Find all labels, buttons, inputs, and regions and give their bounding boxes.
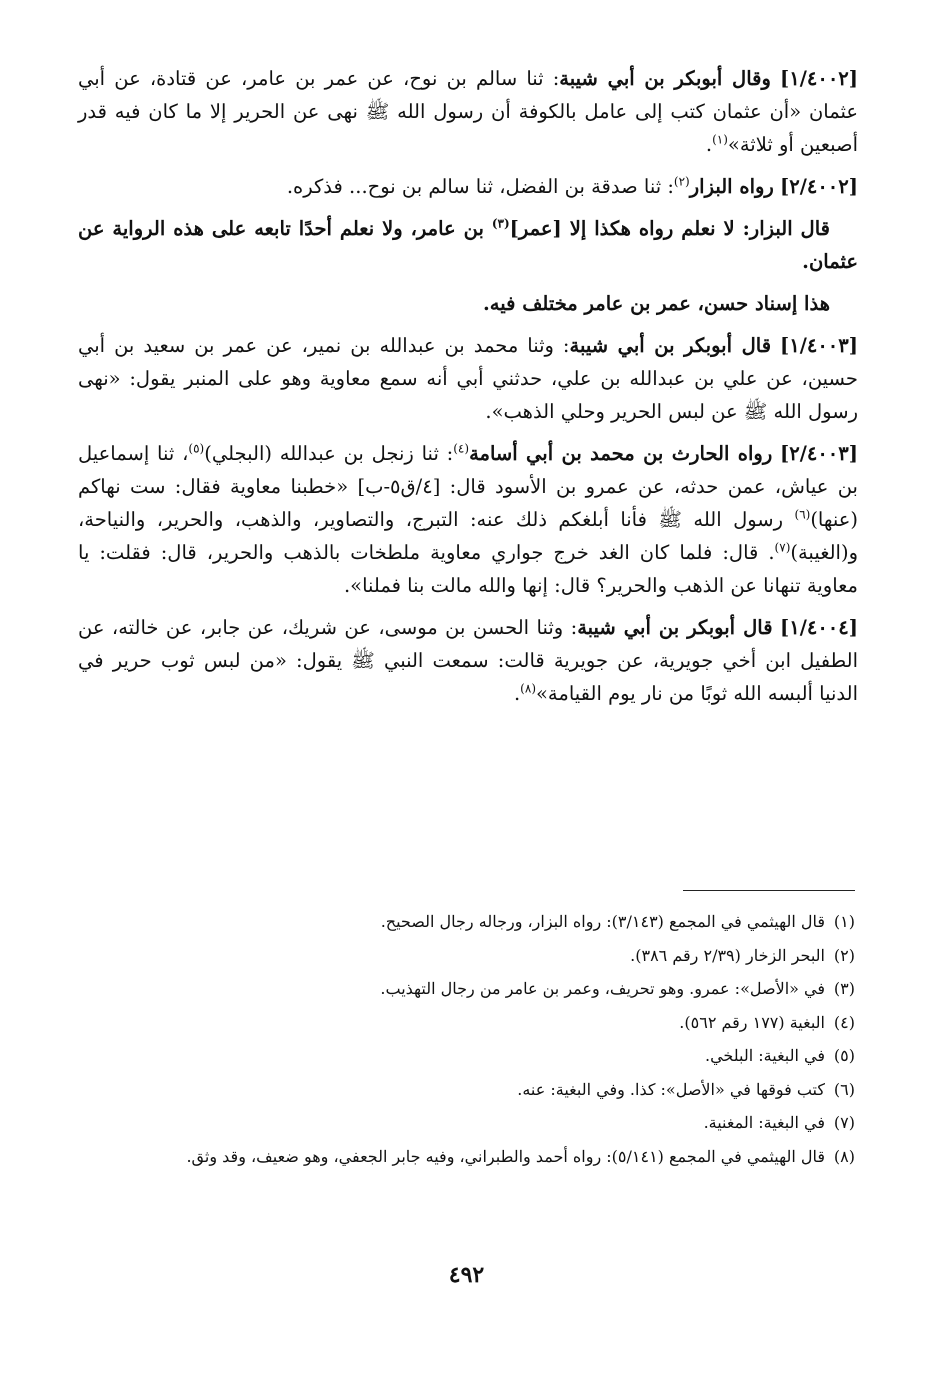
footnote-8 bbox=[75, 1143, 855, 1172]
footnote-marker: (٧) bbox=[774, 540, 791, 555]
page-number: ٤٩٢ bbox=[448, 1262, 485, 1288]
footnote-number: (٦) bbox=[833, 1079, 855, 1099]
hadith-text: رسول الله ﷺ فأنا أبلغكم ذلك عنه: التبرج، والتصاوير، والذهب، والحرير، والنياحة، و(الغيبة) bbox=[78, 508, 858, 564]
hadith-source: قال أبوبكر بن أبي شيبة bbox=[569, 334, 772, 357]
footnote-number: (١) bbox=[833, 912, 855, 931]
hadith-4004-1 bbox=[78, 611, 858, 710]
isnad-verdict bbox=[78, 287, 858, 320]
bazzar-comment bbox=[78, 212, 858, 278]
hadith-text: . قال: فلما كان الغد خرج جواري معاوية ملطخات بالذهب والحرير، قال: فقلت: يا معاوية تنهانا عن الذهب والحرير؟ قال: إنها والله مالت بنا فملنا». bbox=[78, 541, 858, 597]
footnote-3 bbox=[75, 975, 855, 1004]
hadith-source: رواه الحارث بن محمد بن أبي أسامة bbox=[469, 442, 773, 465]
hadith-4003-2 bbox=[78, 437, 858, 602]
hadith-4002-1 bbox=[78, 62, 858, 161]
footnote-number: (٤) bbox=[833, 1012, 855, 1032]
footnote-divider bbox=[683, 890, 855, 891]
footnote-marker: (٨) bbox=[520, 681, 536, 696]
footnote-number: (٨) bbox=[833, 1146, 855, 1166]
hadith-ref: [٢/٤٠٠٢] bbox=[780, 175, 858, 198]
footnote-text: البغية (١٧٧ رقم ٥٦٢). bbox=[679, 1012, 825, 1032]
footnote-marker: (٤) bbox=[453, 441, 470, 456]
hadith-ref: [١/٤٠٠٤] bbox=[780, 616, 858, 639]
footnote-text: في البغية: المغنية. bbox=[703, 1113, 825, 1132]
comment-text: بن عامر، ولا نعلم أحدًا تابعه على هذه الرواية عن عثمان. bbox=[78, 217, 858, 273]
footnote-text: كتب فوقها في «الأصل»: كذا. وفي البغية: عنه. bbox=[517, 1079, 825, 1099]
hadith-ref: [١/٤٠٠٢] bbox=[780, 67, 859, 90]
hadith-tail: . bbox=[513, 682, 521, 705]
hadith-source: رواه البزار bbox=[689, 175, 774, 198]
footnote-text: في البغية: البلخي. bbox=[704, 1046, 825, 1065]
footnote-7 bbox=[75, 1109, 855, 1138]
footnote-marker: (٦) bbox=[794, 507, 811, 522]
footnote-number: (٣) bbox=[833, 979, 855, 998]
hadith-4003-1 bbox=[78, 329, 858, 428]
hadith-text: : وثنا الحسن بن موسى، عن شريك، عن جابر، عن خالته، عن الطفيل ابن أخي جويرية، عن جويرية قالت: سمعت النبي ﷺ يقول: «من لبس ثوب حرير في الدنيا ألبسه الله ثوبًا من نار يوم القيامة» bbox=[78, 616, 858, 705]
footnote-2 bbox=[75, 942, 855, 971]
footnote-text: قال الهيثمي في المجمع (٣/١٤٣): رواه البزار، ورجاله رجال الصحيح. bbox=[380, 912, 825, 931]
footnote-text: قال الهيثمي في المجمع (٥/١٤١): رواه أحمد والطبراني، وفيه جابر الجعفي، وهو ضعيف، وقد وثق. bbox=[186, 1146, 825, 1166]
hadith-ref: [١/٤٠٠٣] bbox=[780, 334, 858, 357]
verdict-text: هذا إسناد حسن، عمر بن عامر مختلف فيه. bbox=[482, 292, 830, 315]
main-text bbox=[78, 62, 858, 719]
footnote-text: في «الأصل»: عمرو. وهو تحريف، وعمر بن عامر من رجال التهذيب. bbox=[380, 979, 825, 998]
hadith-4002-2 bbox=[78, 170, 858, 203]
footnote-number: (٧) bbox=[833, 1113, 855, 1132]
hadith-ref: [٢/٤٠٠٣] bbox=[780, 442, 858, 465]
footnote-marker: (٢) bbox=[673, 174, 690, 189]
footnote-4 bbox=[75, 1009, 855, 1038]
hadith-text: : ثنا سالم بن نوح، عن عمر بن عامر، عن قتادة، عن أبي عثمان «أن عثمان كتب إلى عامل بالكوفة أن رسول الله ﷺ نهى عن الحرير إلا ما كان فيه قدر أصبعين أو ثلاثة» bbox=[78, 67, 858, 156]
footnote-marker: (٥) bbox=[188, 441, 205, 456]
comment-text: قال البزار: لا نعلم رواه هكذا إلا [عمر] bbox=[509, 217, 830, 240]
hadith-text: : ثنا زنجل بن عبدالله (البجلي) bbox=[204, 442, 454, 465]
footnote-number: (٥) bbox=[833, 1046, 855, 1065]
footnote-text: البحر الزخار (٢/٣٩ رقم ٣٨٦). bbox=[630, 945, 825, 965]
hadith-text: : ثنا صدقة بن الفضل، ثنا سالم بن نوح... فذكره. bbox=[286, 175, 674, 198]
hadith-source: وقال أبوبكر بن أبي شيبة bbox=[559, 67, 771, 90]
footnote-5 bbox=[75, 1042, 855, 1071]
footnote-1 bbox=[75, 908, 855, 937]
hadith-source: قال أبوبكر بن أبي شيبة bbox=[577, 616, 773, 639]
hadith-text: : وثنا محمد بن عبدالله بن نمير، عن عمر بن سعيد بن أبي حسين، عن علي بن عبدالله بن علي، حدثني أبي أنه سمع معاوية وهو على المنبر يقول: «نهى رسول الله ﷺ عن لبس الحرير وحلي الذهب». bbox=[78, 334, 858, 423]
footnote-number: (٢) bbox=[833, 945, 855, 965]
footnote-marker: (٣) bbox=[491, 216, 510, 231]
footnotes bbox=[75, 908, 855, 1176]
hadith-tail: . bbox=[705, 133, 713, 156]
hadith-text: ، ثنا إسماعيل بن عياش، عمن حدثه، عن عمرو بن الأسود قال: [٤/ق٥-ب] «خطبنا معاوية فقال: ست نهاكم (عنها) bbox=[78, 442, 858, 531]
footnote-marker: (١) bbox=[712, 132, 728, 147]
footnote-6 bbox=[75, 1076, 855, 1105]
